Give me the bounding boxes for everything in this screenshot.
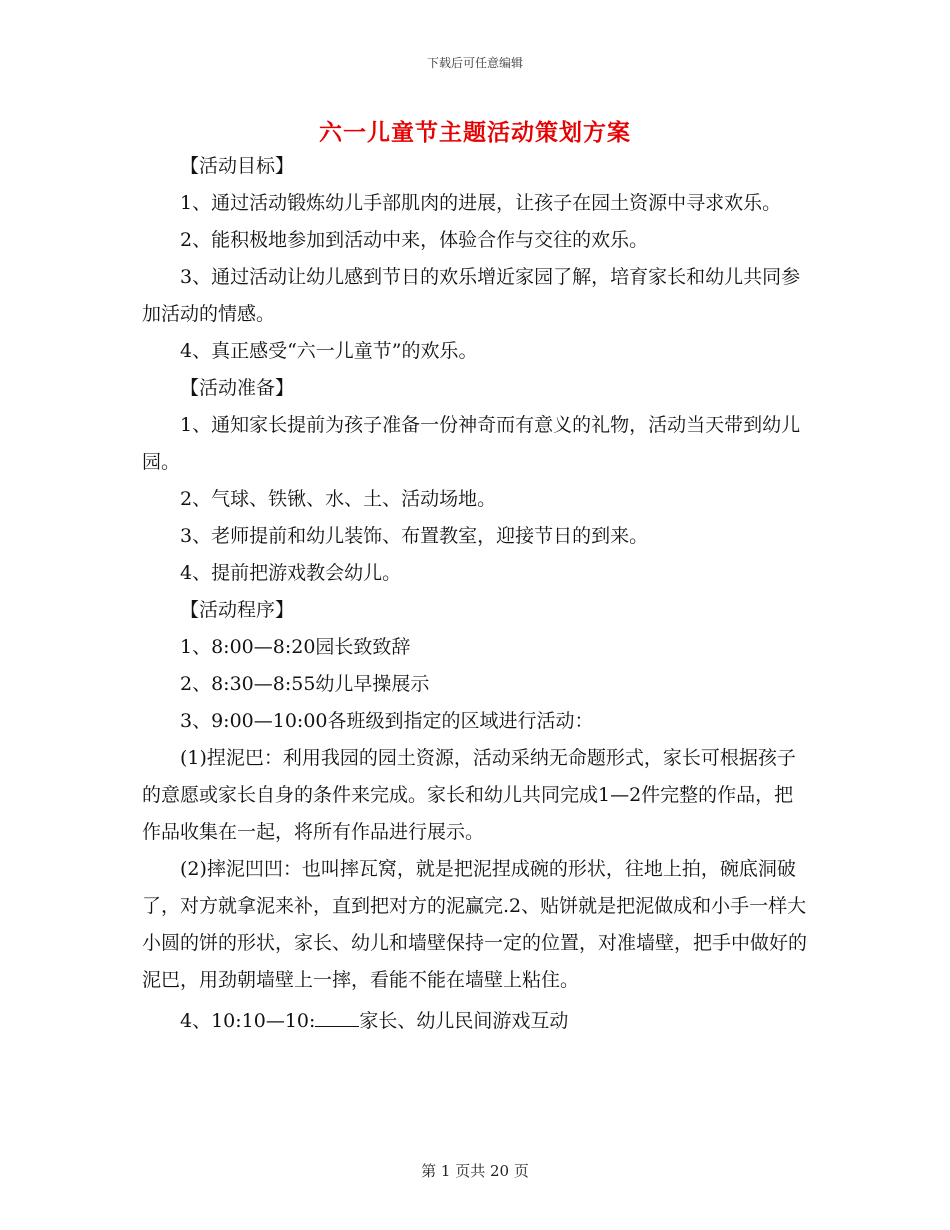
paragraph: 3、通过活动让幼儿感到节日的欢乐增近家园了解，培育家长和幼儿共同参加活动的情感。 (142, 266, 801, 325)
paragraph: 2、8:30—8:55幼儿早操展示 (180, 673, 430, 695)
paragraph: 2、气球、铁锹、水、土、活动场地。 (180, 488, 497, 510)
document-body (142, 148, 808, 1040)
paragraph: 4、真正感受“六一儿童节”的欢乐。 (180, 340, 478, 362)
section-heading-procedure: 【活动程序】 (180, 599, 295, 621)
paragraph: (1)捏泥巴：利用我园的园土资源，活动采纳无命题形式，家长可根据孩子的意愿或家长自身的条件来完成。家长和幼儿共同完成1—2件完整的作品，把作品收集在一起，将所有作品进行展示。 (142, 747, 796, 843)
page-header: 下载后可任意编辑 (426, 56, 523, 70)
paragraph-last (142, 1003, 808, 1040)
paragraph: 1、通知家长提前为孩子准备一份神奇而有意义的礼物，活动当天带到幼儿园。 (142, 414, 801, 473)
section-heading-preparation: 【活动准备】 (180, 377, 295, 399)
blank-underline (315, 1008, 359, 1027)
time-prefix: 4、10:10—10: (180, 1010, 316, 1032)
paragraph: 3、9:00—10:00各班级到指定的区域进行活动： (180, 710, 594, 732)
activity-text: 家长、幼儿民间游戏互动 (359, 1010, 569, 1032)
paragraph: (2)摔泥凹凹：也叫摔瓦窝，就是把泥捏成碗的形状，往地上拍，碗底洞破了，对方就拿泥来补，直到把对方的泥赢完.2、贴饼就是把泥做成和小手一样大小圆的饼的形状，家长、幼儿和墙壁保持一定的位置，对准墙壁，把手中做好的泥巴，用劲朝墙壁上一摔，看能不能在墙壁上粘住。 (142, 858, 808, 991)
section-heading-goals: 【活动目标】 (180, 155, 295, 177)
document-title: 六一儿童节主题活动策划方案 (319, 119, 631, 146)
paragraph: 1、通过活动锻炼幼儿手部肌肉的进展，让孩子在园土资源中寻求欢乐。 (180, 192, 782, 214)
page-footer: 第 1 页共 20 页 (421, 1162, 529, 1180)
paragraph: 4、提前把游戏教会幼儿。 (180, 562, 402, 584)
paragraph: 2、能积极地参加到活动中来，体验合作与交往的欢乐。 (180, 229, 649, 251)
paragraph: 1、8:00—8:20园长致致辞 (180, 636, 411, 658)
paragraph: 3、老师提前和幼儿装饰、布置教室，迎接节日的到来。 (180, 525, 649, 547)
